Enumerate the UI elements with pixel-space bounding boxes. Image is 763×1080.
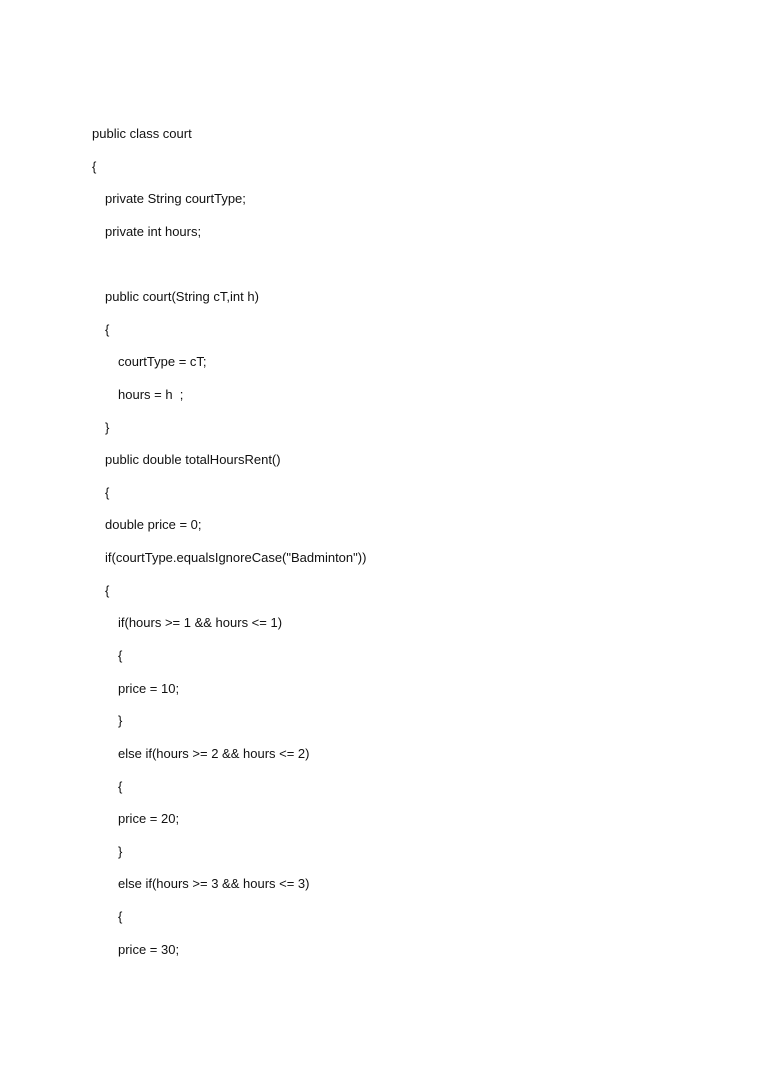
code-line-class-declaration: public class court [92, 126, 192, 141]
code-line-close-brace: } [118, 713, 123, 728]
code-line-open-brace: { [118, 909, 123, 924]
code-line-else-if-hours-3: else if(hours >= 3 && hours <= 3) [118, 876, 310, 891]
code-line-if-hours-1: if(hours >= 1 && hours <= 1) [118, 615, 283, 630]
code-line-price-10: price = 10; [118, 681, 180, 696]
code-line-open-brace: { [118, 779, 123, 794]
code-line-open-brace: { [118, 648, 123, 663]
code-line-open-brace: { [105, 485, 110, 500]
code-line-assign-hours: hours = h ; [118, 387, 184, 402]
code-line-price-declaration: double price = 0; [105, 517, 202, 532]
code-line-price-30: price = 30; [118, 942, 180, 957]
code-line-open-brace: { [105, 322, 110, 337]
code-line-if-badminton: if(courtType.equalsIgnoreCase("Badminton")) [105, 550, 367, 565]
code-line-field-court-type: private String courtType; [105, 191, 246, 206]
code-line-close-brace: } [105, 420, 110, 435]
code-line-field-hours: private int hours; [105, 224, 202, 239]
code-line-open-brace: { [105, 583, 110, 598]
code-line-constructor: public court(String cT,int h) [105, 289, 259, 304]
code-line-else-if-hours-2: else if(hours >= 2 && hours <= 2) [118, 746, 310, 761]
code-line-method-declaration: public double totalHoursRent() [105, 452, 281, 467]
code-line-close-brace: } [118, 844, 123, 859]
code-line-price-20: price = 20; [118, 811, 180, 826]
code-line-assign-court-type: courtType = cT; [118, 354, 207, 369]
code-line-open-brace: { [92, 159, 97, 174]
